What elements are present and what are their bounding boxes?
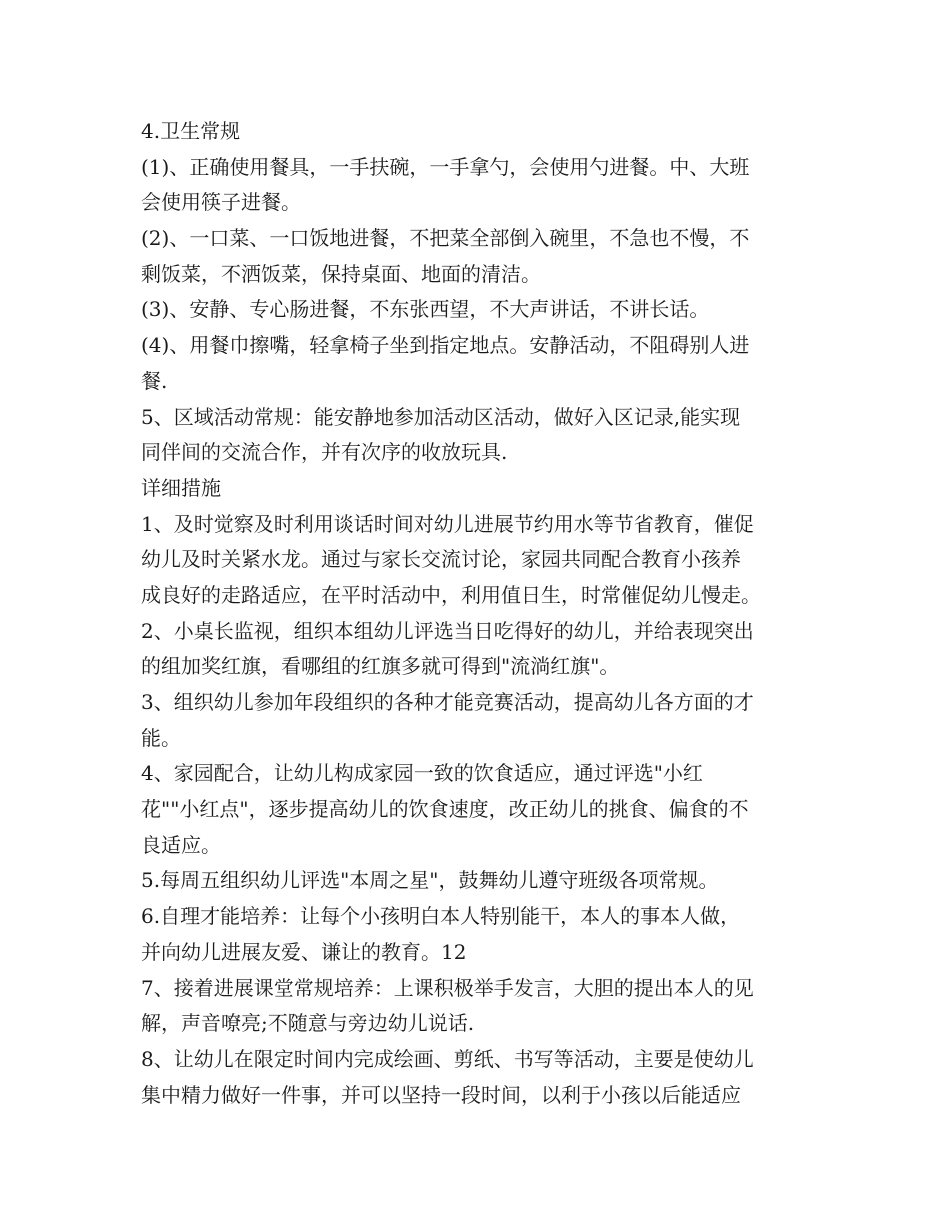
text-line: 同伴间的交流合作，并有次序的收放玩具. [141,440,508,465]
text-line: (1)、正确使用餐具，一手扶碗，一手拿勺，会使用勺进餐。中、大班 [141,154,750,179]
text-line: 解，声音嘹亮;不随意与旁边幼儿说话. [141,1011,475,1036]
text-line: 2、小桌长监视，组织本组幼儿评选当日吃得好的幼儿，并给表现突出 [141,618,754,643]
text-line: 5、区域活动常规：能安静地参加活动区活动，做好入区记录,能实现 [141,404,741,429]
text-line: 会使用筷子进餐。 [141,190,301,215]
text-line: 幼儿及时关紧水龙。通过与家长交流讨论，家园共同配合教育小孩养 [141,547,741,572]
text-line: 4.卫生常规 [141,119,241,143]
text-line: 餐. [141,368,168,393]
text-line: (2)、一口菜、一口饭地进餐，不把菜全部倒入碗里，不急也不慢，不 [141,226,750,251]
text-line: (4)、用餐巾擦嘴，轻拿椅子坐到指定地点。安静活动，不阻碍别人进 [141,333,750,358]
text-line: 集中精力做好一件事，并可以坚持一段时间，以利于小孩以后能适应 [141,1082,741,1107]
text-line: 剩饭菜，不洒饭菜，保持桌面、地面的清洁。 [141,261,541,286]
text-line: 良适应。 [141,832,221,857]
text-line: 3、组织幼儿参加年段组织的各种才能竞赛活动，提高幼儿各方面的才 [141,690,754,714]
text-line: 成良好的走路适应，在平时活动中，利用值日生，时常催促幼儿慢走。 [141,582,761,607]
text-line: 的组加奖红旗，看哪组的红旗多就可得到"流淌红旗"。 [141,654,620,679]
text-line: 1、及时觉察及时利用谈话时间对幼儿进展节约用水等节省教育，催促 [141,511,754,536]
section-heading: 详细措施 [141,475,221,500]
text-line: 8、让幼儿在限定时间内完成绘画、剪纸、书写等活动，主要是使幼儿 [141,1046,754,1071]
text-line: (3)、安静、专心肠进餐，不东张西望，不大声讲话，不讲长话。 [141,297,710,322]
text-line: 5.每周五组织幼儿评选"本周之星"，鼓舞幼儿遵守班级各项常规。 [141,868,719,893]
document-body [141,114,811,1113]
text-line: 7、接着进展课堂常规培养：上课积极举手发言，大胆的提出本人的见 [141,975,754,1000]
text-line: 6.自理才能培养：让每个小孩明白本人特别能干，本人的事本人做， [141,904,741,929]
text-line: 能。 [141,725,181,750]
text-line: 花""小红点"，逐步提高幼儿的饮食速度，改正幼儿的挑食、偏食的不 [141,797,749,822]
text-line: 并向幼儿进展友爱、谦让的教育。12 [141,939,467,964]
text-line: 4、家园配合，让幼儿构成家园一致的饮食适应，通过评选"小红 [141,761,703,786]
